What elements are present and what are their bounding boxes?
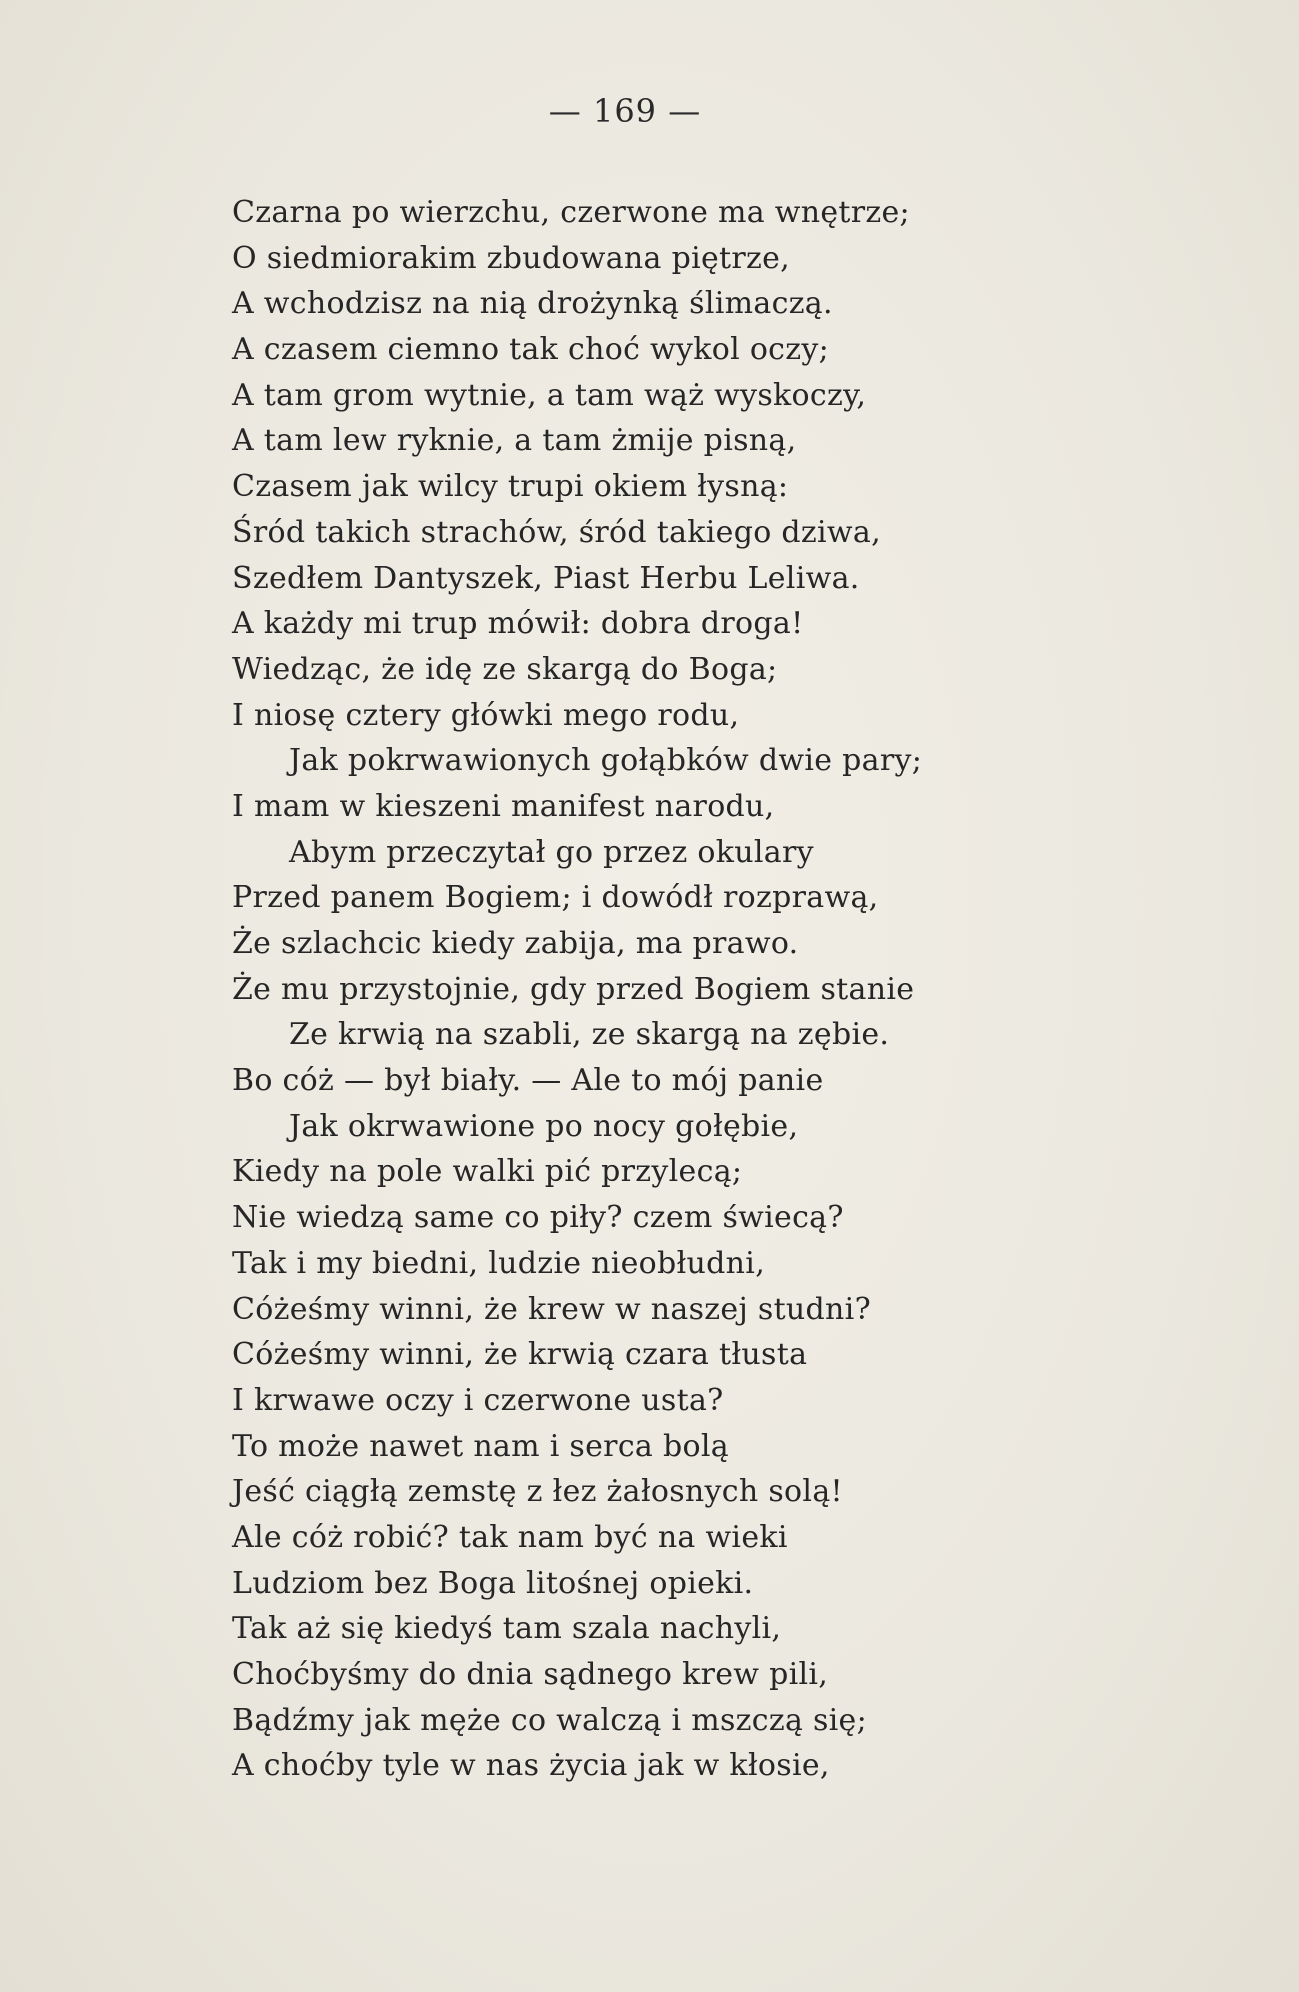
poem-line: Śród takich strachów, śród takiego dziwa, — [232, 514, 881, 550]
poem-line: Ze krwią na szabli, ze skargą na zębie. — [289, 1017, 890, 1053]
poem-line: A tam grom wytnie, a tam wąż wyskoczy, — [232, 377, 867, 413]
poem-line: Szedłem Dantyszek, Piast Herbu Leliwa. — [232, 560, 860, 596]
poem-line: A tam lew ryknie, a tam żmije pisną, — [232, 423, 797, 459]
poem-line: Czarna po wierzchu, czerwone ma wnętrze; — [232, 195, 910, 230]
poem-line: Że mu przystojnie, gdy przed Bogiem stanie — [232, 971, 915, 1007]
poem-line: Ale cóż robić? tak nam być na wieki — [232, 1519, 788, 1555]
poem-line: I mam w kieszeni manifest narodu, — [232, 788, 775, 824]
poem-line: A wchodzisz na nią drożynką ślimaczą. — [232, 286, 833, 322]
poem-line: Cóżeśmy winni, że krwią czara tłusta — [232, 1337, 808, 1373]
poem-line: Tak aż się kiedyś tam szala nachyli, — [232, 1611, 782, 1647]
poem-line: Wiedząc, że idę ze skargą do Boga; — [232, 651, 778, 687]
poem-line: A każdy mi trup mówił: dobra droga! — [232, 606, 804, 642]
poem-text — [232, 190, 1252, 1789]
poem-line: A czasem ciemno tak choć wykol oczy; — [232, 332, 830, 368]
poem-line: Kiedy na pole walki pić przylecą; — [232, 1154, 743, 1190]
poem-line: Nie wiedzą same co piły? czem świecą? — [232, 1200, 844, 1236]
poem-line: I niosę cztery główki mego rodu, — [232, 697, 740, 733]
poem-line: I krwawe oczy i czerwone usta? — [232, 1382, 724, 1418]
poem-line: Bądźmy jak męże co walczą i mszczą się; — [232, 1702, 868, 1738]
page-number: — 169 — — [548, 92, 702, 130]
poem-line: To może nawet nam i serca bolą — [232, 1428, 729, 1464]
poem-line: Cóżeśmy winni, że krew w naszej studni? — [232, 1291, 871, 1327]
poem-line: Jak okrwawione po nocy gołębie, — [289, 1108, 799, 1144]
poem-line: A choćby tyle w nas życia jak w kłosie, — [232, 1748, 830, 1784]
poem-line: Przed panem Bogiem; i dowódł rozprawą, — [232, 880, 879, 916]
poem-line: Jeść ciągłą zemstę z łez żałosnych solą! — [232, 1474, 843, 1510]
poem-line: Abym przeczytał go przez okulary — [289, 834, 814, 870]
poem-line: Ludziom bez Boga litośnej opieki. — [232, 1565, 754, 1601]
poem-line: Bo cóż — był biały. — Ale to mój panie — [232, 1063, 824, 1099]
poem-line: Tak i my biedni, ludzie nieobłudni, — [232, 1245, 766, 1281]
poem-line: Czasem jak wilcy trupi okiem łysną: — [232, 469, 789, 505]
poem-line: Choćbyśmy do dnia sądnego krew pili, — [232, 1657, 829, 1692]
poem-line: O siedmiorakim zbudowana piętrze, — [232, 240, 791, 276]
poem-line: Że szlachcic kiedy zabija, ma prawo. — [232, 926, 799, 961]
poem-line: Jak pokrwawionych gołąbków dwie pary; — [289, 743, 923, 779]
